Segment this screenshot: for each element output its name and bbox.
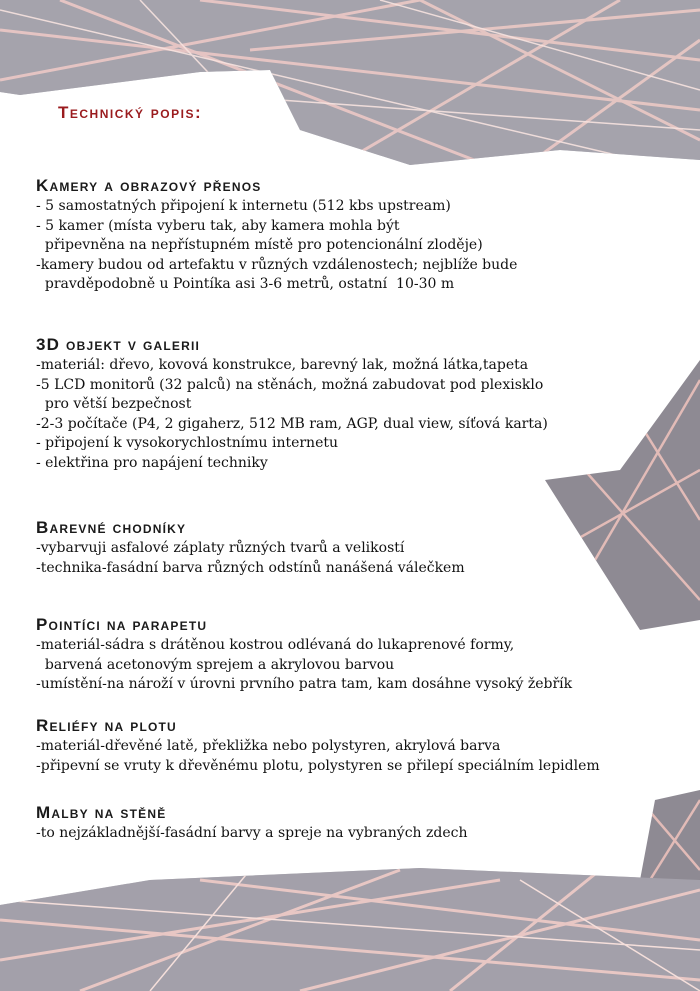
list-item: připevněna na nepřístupném místě pro potencionální zloděje) <box>36 237 483 253</box>
section-heading: Kamery a obrazový přenos <box>36 176 262 195</box>
section-heading: 3D objekt v galerii <box>36 335 201 354</box>
list-item: -2-3 počítače (P4, 2 gigaherz, 512 MB ram, AGP, dual view, síťová karta) <box>36 415 548 432</box>
section-heading: Pointíci na parapetu <box>36 615 208 634</box>
page-title: Technický popis: <box>58 103 203 122</box>
section-heading: Malby na stěně <box>36 803 167 822</box>
list-item: -materiál: dřevo, kovová konstrukce, barevný lak, možná látka,tapeta <box>36 357 529 373</box>
list-item: -umístění-na nároží v úrovni prvního patra tam, kam dosáhne vysoký žebřík <box>36 676 573 692</box>
section-pointici <box>36 615 686 695</box>
list-item: - 5 kamer (místa vyberu tak, aby kamera mohla být <box>36 217 400 234</box>
list-item: -materiál-sádra s drátěnou kostrou odlévaná do lukaprenové formy, <box>36 637 515 653</box>
list-item: - 5 samostatných připojení k internetu (512 kbs upstream) <box>36 198 451 214</box>
section-wall-paintings <box>36 803 686 844</box>
list-item: - připojení k vysokorychlostnímu internetu <box>36 435 339 451</box>
list-item: -vybarvuji asfalové záplaty různých tvarů a velikostí <box>36 540 405 556</box>
list-item: -5 LCD monitorů (32 palců) na stěnách, možná zabudovat pod plexisklo <box>36 376 544 393</box>
section-heading: Reliéfy na plotu <box>36 716 177 735</box>
list-item: barvená acetonovým sprejem a akrylovou barvou <box>36 656 395 673</box>
list-item: -to nejzákladnější-fasádní barvy a spreje na vybraných zdech <box>36 825 468 841</box>
list-item: pravděpodobně u Pointíka asi 3-6 metrů, ostatní 10-30 m <box>36 276 455 292</box>
section-3d-object <box>36 335 686 473</box>
list-item: pro větší bezpečnost <box>36 396 192 412</box>
section-cameras <box>36 176 686 295</box>
list-item: -materiál-dřevěné latě, překližka nebo polystyren, akrylová barva <box>36 738 501 754</box>
list-item: -technika-fasádní barva různých odstínů nanášená válečkem <box>36 559 465 576</box>
list-item: -připevní se vruty k dřevěnému plotu, polystyren se přilepí speciálním lepidlem <box>36 757 600 774</box>
list-item: - elektřina pro napájení techniky <box>36 454 268 471</box>
list-item: -kamery budou od artefaktu v různých vzdálenostech; nejblíže bude <box>36 256 518 273</box>
section-colored-sidewalks <box>36 518 686 578</box>
section-heading: Barevné chodníky <box>36 518 187 537</box>
section-reliefs <box>36 716 686 776</box>
